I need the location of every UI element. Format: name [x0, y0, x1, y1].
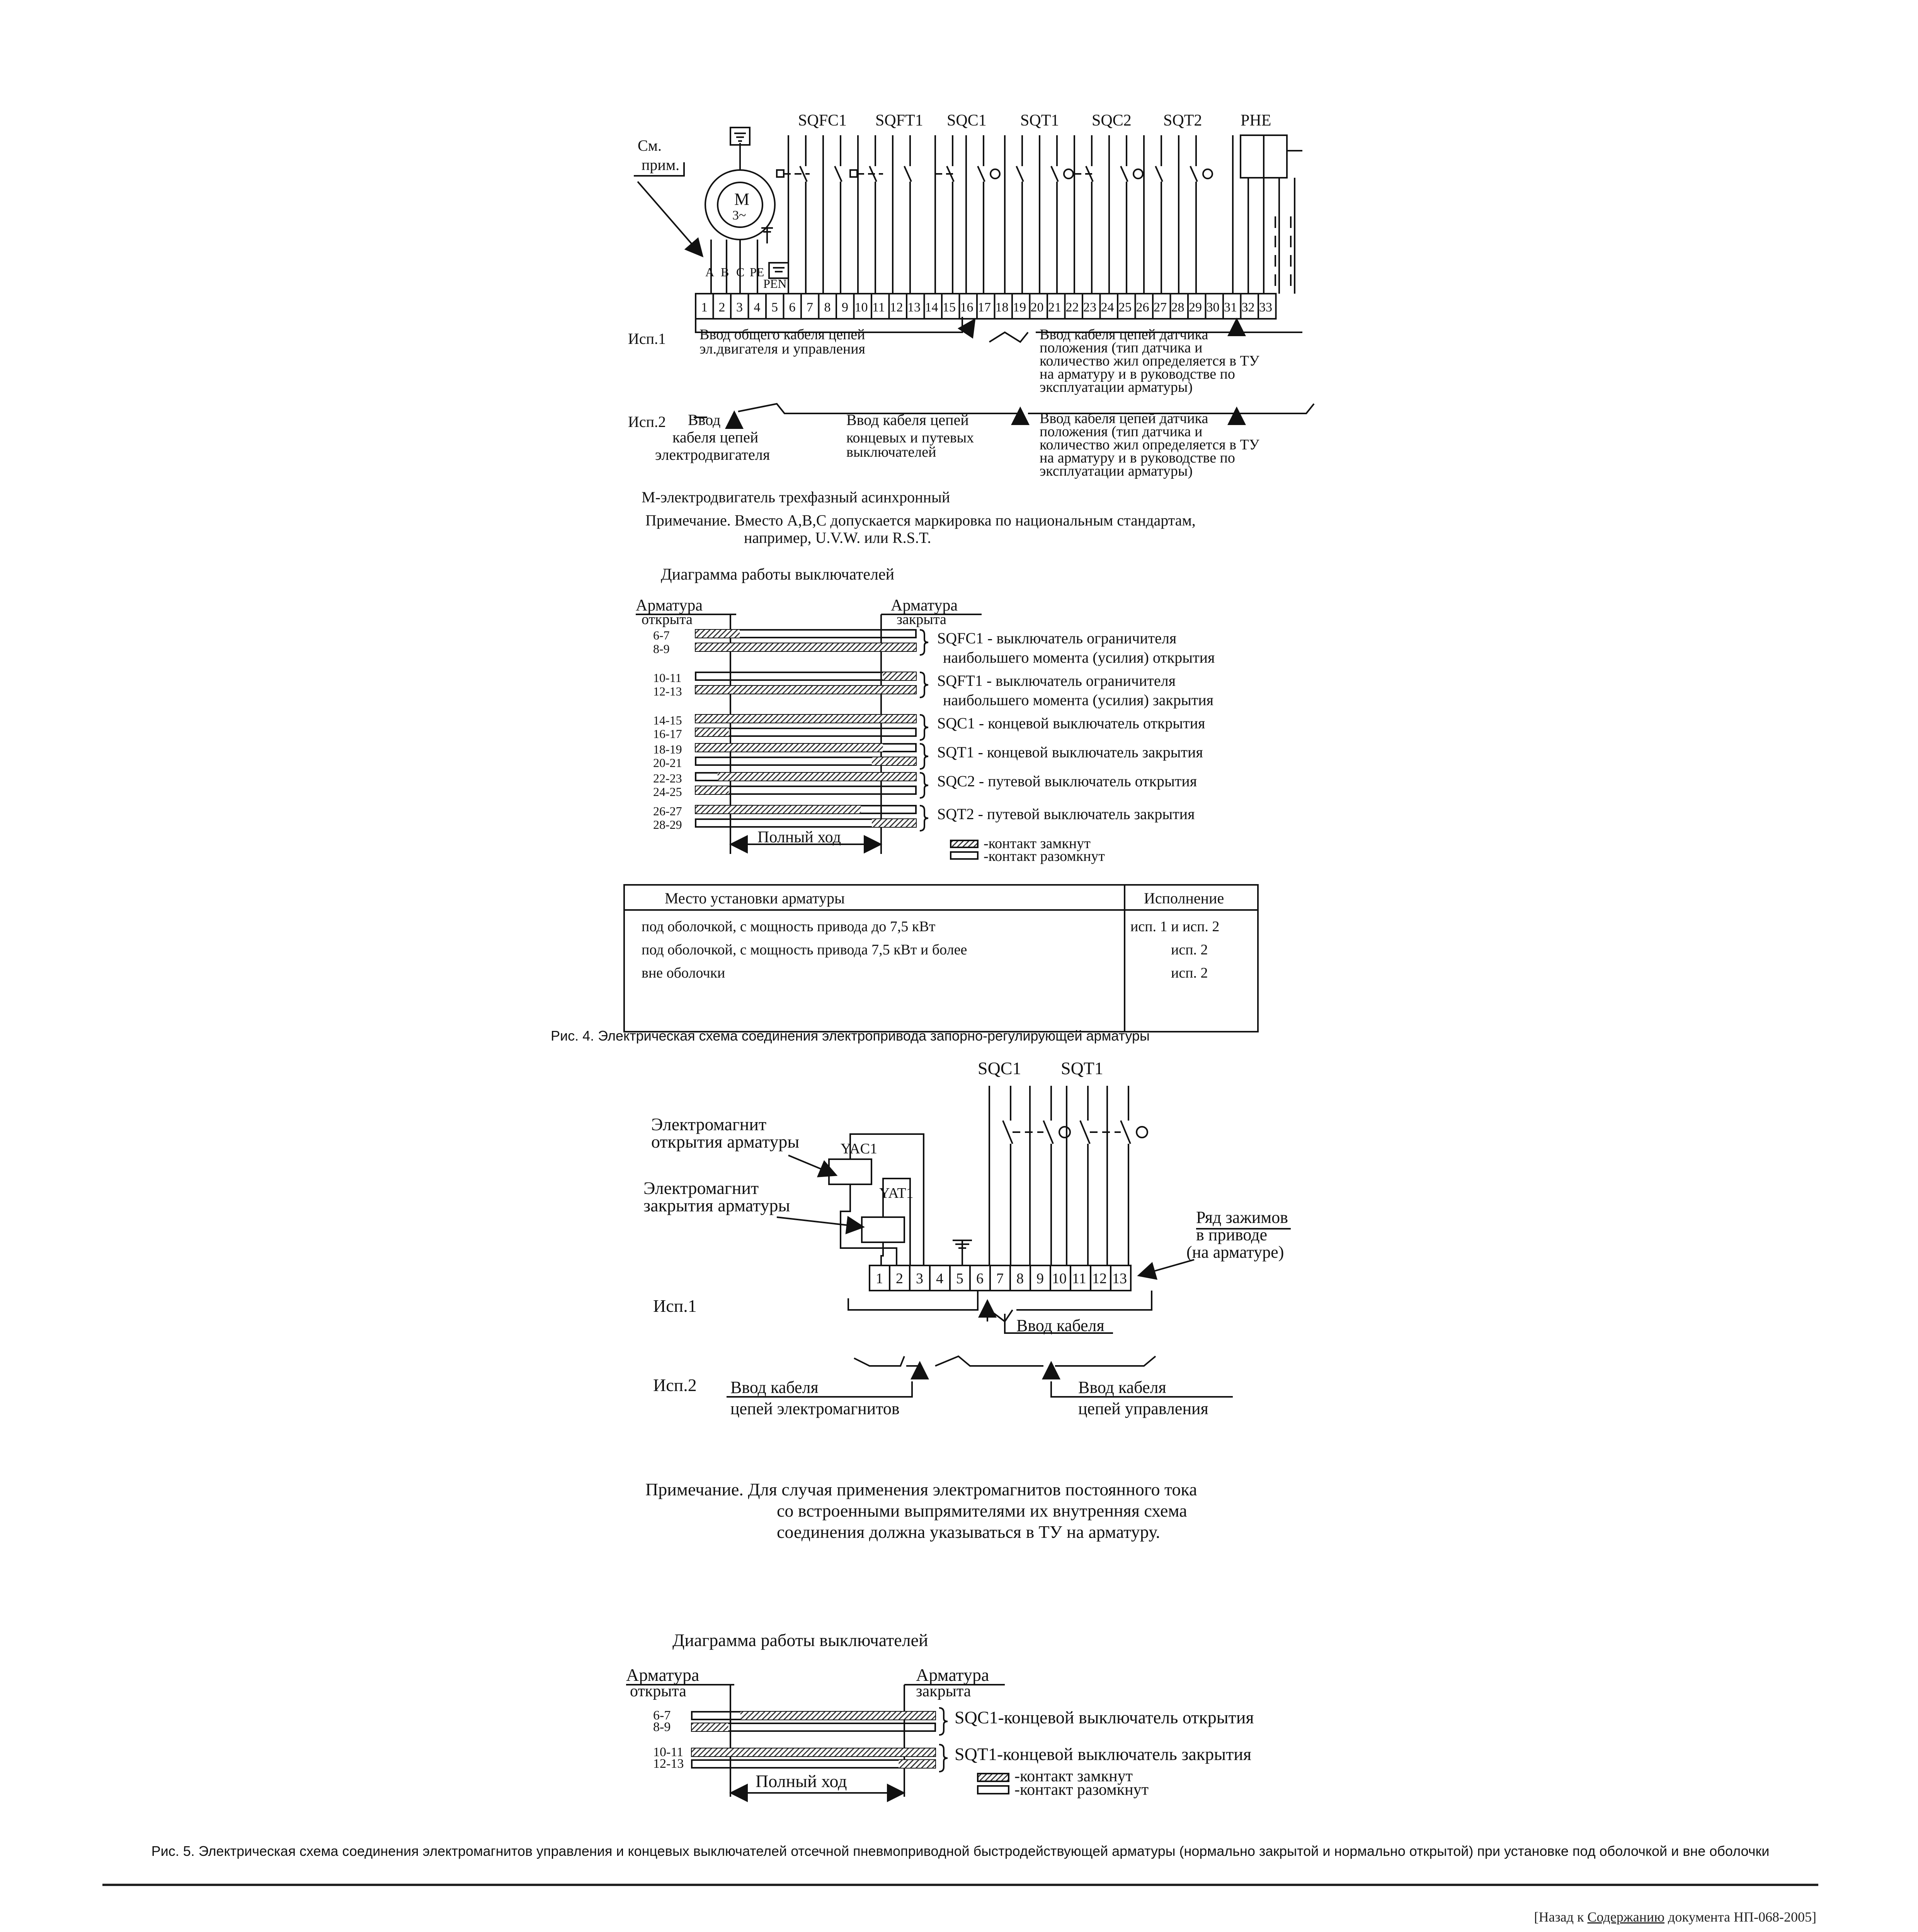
contact-row-label: 22-23 — [653, 771, 682, 785]
contact-row-label: 10-11 — [653, 1745, 684, 1759]
isp2-label: Исп.2 — [653, 1375, 697, 1395]
terminal-number: 10 — [854, 300, 868, 315]
contact-row-label: 8-9 — [653, 1720, 671, 1734]
contact-row-label: 18-19 — [653, 742, 682, 756]
contact-closed-span — [696, 806, 861, 813]
entry-text-line: положения (тип датчика и — [1040, 423, 1203, 440]
terminal-row-label-2: в приводе — [1196, 1225, 1267, 1244]
terminal-number: 28 — [1171, 300, 1184, 315]
terminal-number: 22 — [1065, 300, 1079, 315]
terminal-number: 26 — [1136, 300, 1149, 315]
terminal-number: 13 — [907, 300, 921, 315]
coil-yac1-label: YAC1 — [841, 1141, 878, 1157]
contact-closed-span — [872, 757, 916, 765]
switch-label: SQFT1 — [875, 112, 923, 129]
terminal-strip — [870, 1265, 1131, 1291]
isp2-entry-control-1: Ввод кабеля — [1078, 1378, 1166, 1397]
entry-text-line: эксплуатации арматуры) — [1040, 379, 1193, 395]
terminal-number: 7 — [996, 1270, 1004, 1287]
terminal-row-label-1: Ряд зажимов — [1196, 1208, 1288, 1227]
legend-open-label: -контакт разомкнут — [984, 848, 1105, 864]
contact-row-label: 14-15 — [653, 713, 682, 727]
entry-text-line: положения (тип датчика и — [1040, 340, 1203, 356]
open-label: Арматура — [626, 1665, 699, 1685]
figure-5-caption: Рис. 5. Электрическая схема соединения электромагнитов управления и концевых выключателей отсечной пневмоприводной быстродействующей арматуры (нормально закрытой и нормально открытой) при установке под оболочкой и вне оболочки — [151, 1843, 1770, 1859]
table-cell: исп. 1 и исп. 2 — [1130, 918, 1220, 935]
terminal-number: 12 — [890, 300, 903, 315]
switch-label: SQC2 — [1092, 112, 1132, 129]
terminal-number: 5 — [771, 300, 778, 315]
terminal-strip — [696, 294, 1276, 319]
contact-closed-span — [696, 728, 729, 736]
note-line-2: например, U.V.W. или R.S.T. — [744, 529, 931, 546]
terminal-number: 6 — [789, 300, 796, 315]
isp2-entry-magnets-2: цепей электромагнитов — [730, 1399, 900, 1418]
phase-label: PE — [750, 265, 764, 279]
switch-label: SQFC1 — [798, 112, 847, 129]
contents-link[interactable]: Содержанию — [1587, 1909, 1665, 1925]
terminal-number: 30 — [1206, 300, 1220, 315]
contact-closed-span — [696, 643, 916, 651]
switch-description: SQT1 - концевой выключатель закрытия — [937, 743, 1203, 761]
contact-closed-span — [692, 1748, 935, 1756]
isp2-entry-limits-3: выключателей — [846, 444, 936, 460]
table-cell: под оболочкой, с мощность привода до 7,5 кВт — [642, 918, 936, 935]
terminal-number: 21 — [1048, 300, 1061, 315]
switch-label: PHE — [1241, 112, 1271, 129]
isp2-entry-magnets-1: Ввод кабеля — [730, 1378, 819, 1397]
table-header: Место установки арматуры — [665, 889, 845, 907]
contact-row-label: 20-21 — [653, 756, 682, 770]
terminal-number: 20 — [1030, 300, 1044, 315]
motor-letter: M — [734, 190, 750, 209]
terminal-number: 19 — [1013, 300, 1026, 315]
contact-closed-span — [696, 686, 916, 694]
closed-label-2: закрыта — [916, 1682, 971, 1700]
full-travel-label: Полный ход — [756, 1771, 847, 1791]
figure-4 — [624, 112, 1314, 1032]
isp1-sensor-entry — [1040, 327, 1259, 395]
isp1-label: Исп.1 — [653, 1296, 697, 1316]
switch-description: SQFT1 - выключатель ограничителя — [937, 672, 1176, 689]
switch-diagram — [626, 1665, 1254, 1799]
isp2-entry-motor-3: электродвигателя — [655, 446, 770, 463]
phase-labels — [705, 265, 786, 291]
contact-row-label: 6-7 — [653, 1708, 671, 1723]
terminal-number: 11 — [1072, 1270, 1086, 1287]
legend-closed-swatch — [978, 1774, 1009, 1781]
terminal-number: 8 — [824, 300, 831, 315]
terminal-number: 32 — [1241, 300, 1255, 315]
terminal-number: 11 — [872, 300, 885, 315]
terminal-number: 24 — [1101, 300, 1114, 315]
switch-description: наибольшего момента (усилия) открытия — [943, 649, 1215, 666]
table-cell: под оболочкой, с мощность привода 7,5 кВт и более — [642, 942, 967, 958]
contact-closed-span — [696, 786, 729, 794]
switch-label: SQT1 — [1061, 1058, 1103, 1078]
terminal-number: 13 — [1112, 1270, 1127, 1287]
table-cell: вне оболочки — [642, 965, 725, 981]
terminal-number: 8 — [1016, 1270, 1024, 1287]
open-label-2: открыта — [630, 1682, 686, 1700]
isp1-label: Исп.1 — [628, 330, 666, 347]
switch-label: SQT1 — [1020, 112, 1059, 129]
legend-open-swatch — [978, 1786, 1009, 1794]
terminal-number: 31 — [1224, 300, 1237, 315]
table-cell: исп. 2 — [1171, 942, 1208, 958]
open-label: Арматура — [636, 597, 703, 614]
terminal-number: 4 — [936, 1270, 943, 1287]
fig5-note-line-1: Примечание. Для случая применения электромагнитов постоянного тока — [645, 1480, 1197, 1499]
phase-label: C — [736, 265, 745, 279]
coil-yac1 — [829, 1159, 871, 1184]
terminal-number: 23 — [1083, 300, 1096, 315]
see-note-label: См. — [638, 137, 662, 154]
isp2-entry-control-2: цепей управления — [1078, 1399, 1208, 1418]
contact-row-label: 12-13 — [653, 684, 682, 698]
terminal-number: 33 — [1259, 300, 1272, 315]
terminal-number: 18 — [995, 300, 1009, 315]
switch-label: SQT2 — [1163, 112, 1202, 129]
closed-label-2: закрыта — [897, 611, 946, 628]
entry-text-line: эксплуатации арматуры) — [1040, 463, 1193, 479]
contact-row-label: 24-25 — [653, 785, 682, 799]
terminal-number: 1 — [876, 1270, 883, 1287]
terminal-number: 16 — [960, 300, 973, 315]
fig5-note-line-3: соединения должна указываться в ТУ на арматуру. — [777, 1522, 1160, 1542]
switch-description: SQC1 - концевой выключатель открытия — [937, 714, 1205, 732]
terminal-number: 3 — [916, 1270, 923, 1287]
magnet-open-label-2: открытия арматуры — [651, 1132, 800, 1151]
isp2-entry-limits-2: концевых и путевых — [846, 430, 974, 446]
entry-text-line: на арматуру и в руководстве по — [1040, 366, 1235, 382]
divider-top — [102, 1884, 1818, 1886]
terminal-number: 17 — [978, 300, 991, 315]
contact-row-label: 16-17 — [653, 727, 682, 741]
switch-description: SQT2 - путевой выключатель закрытия — [937, 805, 1195, 823]
terminal-number: 6 — [976, 1270, 984, 1287]
phase-label: A — [705, 265, 715, 279]
contact-closed-span — [718, 773, 916, 781]
contact-closed-span — [872, 819, 916, 827]
terminal-number: 12 — [1092, 1270, 1107, 1287]
closed-label: Арматура — [916, 1665, 989, 1685]
terminal-number: 9 — [1036, 1270, 1044, 1287]
switch-diagram — [636, 597, 1215, 864]
coil-yat1 — [862, 1217, 904, 1242]
switch-description: SQFC1 - выключатель ограничителя — [937, 629, 1177, 647]
footer-suffix: документа НП-068-2005] — [1664, 1909, 1816, 1925]
switch-description: SQC1-концевой выключатель открытия — [955, 1708, 1254, 1727]
contact-row-label: 28-29 — [653, 818, 682, 832]
terminal-number: 27 — [1154, 300, 1167, 315]
isp2-sensor-entry — [1040, 410, 1259, 479]
switch-contacts — [777, 135, 1212, 294]
switch-label: SQC1 — [947, 112, 987, 129]
terminal-number: 14 — [925, 300, 938, 315]
contact-closed-span — [740, 1712, 935, 1719]
legend-closed-label: -контакт замкнут — [984, 835, 1091, 852]
switch-contacts — [989, 1086, 1147, 1265]
contact-closed-span — [899, 1760, 936, 1768]
terminal-number: 5 — [956, 1270, 963, 1287]
contact-closed-span — [883, 672, 916, 680]
legend-open-swatch — [951, 852, 978, 859]
footer-nav — [1469, 1909, 1816, 1925]
phase-label: PEN — [763, 277, 787, 291]
figure-5 — [626, 1058, 1291, 1799]
fig5-note-line-2: со встроенными выпрямителями их внутренняя схема — [777, 1501, 1187, 1520]
full-travel-label: Полный ход — [757, 828, 841, 846]
figure-4-caption: Рис. 4. Электрическая схема соединения электропривода запорно-регулирующей арматуры — [551, 1028, 1150, 1044]
motor-note: М-электродвигатель трехфазный асинхронный — [642, 488, 950, 506]
switch-diagram-title: Диаграмма работы выключателей — [661, 566, 895, 583]
isp2-entry-limits-1: Ввод кабеля цепей — [846, 411, 969, 429]
legend-open-label: -контакт разомкнут — [1014, 1781, 1149, 1799]
isp2-entry-motor-2: кабеля цепей — [672, 429, 759, 446]
contact-closed-span — [696, 630, 740, 638]
magnet-open-label-1: Электромагнит — [651, 1114, 767, 1134]
switch-label: SQC1 — [978, 1058, 1021, 1078]
motor-phase: 3~ — [732, 208, 746, 223]
contact-closed-span — [696, 715, 916, 723]
switch-labels — [798, 112, 1271, 129]
isp2-entry-motor-1: Ввод — [688, 411, 721, 429]
terminal-number: 29 — [1189, 300, 1202, 315]
isp1-entry-common-2: эл.двигателя и управления — [699, 341, 866, 357]
entry-text-line: Ввод кабеля цепей датчика — [1040, 410, 1208, 427]
switch-diagram-title: Диаграмма работы выключателей — [672, 1630, 928, 1650]
closed-label: Арматура — [891, 597, 958, 614]
terminal-number: 3 — [736, 300, 743, 315]
terminal-number: 4 — [754, 300, 761, 315]
isp1-entry: Ввод кабеля — [1016, 1316, 1105, 1335]
footer-prefix: [Назад к — [1534, 1909, 1588, 1925]
table-cell: исп. 2 — [1171, 965, 1208, 981]
table-header: Исполнение — [1144, 889, 1224, 907]
isp2-label: Исп.2 — [628, 413, 666, 430]
legend-closed-label: -контакт замкнут — [1014, 1767, 1133, 1785]
contact-row-label: 26-27 — [653, 804, 682, 818]
contact-row-label: 6-7 — [653, 628, 670, 642]
magnet-close-label-1: Электромагнит — [643, 1178, 759, 1198]
see-note-label-2: прим. — [642, 156, 680, 173]
coil-yat1-label: YAT1 — [879, 1185, 914, 1201]
terminal-number: 2 — [896, 1270, 903, 1287]
terminal-number: 2 — [718, 300, 725, 315]
magnet-close-label-2: закрытия арматуры — [643, 1196, 790, 1215]
terminal-number: 9 — [842, 300, 848, 315]
isp1-entry-common-1: Ввод общего кабеля цепей — [699, 327, 865, 343]
terminal-number: 10 — [1052, 1270, 1067, 1287]
installation-table — [624, 885, 1258, 1032]
terminal-row-label-3: (на арматуре) — [1186, 1243, 1284, 1262]
entry-text-line: Ввод кабеля цепей датчика — [1040, 327, 1208, 343]
contact-row-label: 8-9 — [653, 642, 670, 656]
switch-description: наибольшего момента (усилия) закрытия — [943, 691, 1214, 709]
terminal-number: 15 — [943, 300, 956, 315]
contact-closed-span — [692, 1723, 728, 1731]
entry-text-line: количество жил определяется в ТУ — [1040, 437, 1259, 453]
terminal-number: 1 — [701, 300, 708, 315]
terminal-number: 25 — [1118, 300, 1132, 315]
contact-row-label: 12-13 — [653, 1757, 684, 1771]
open-label-2: открыта — [642, 611, 693, 628]
phase-label: B — [721, 265, 729, 279]
note-line-1: Примечание. Вместо A,B,C допускается маркировка по национальным стандартам, — [645, 512, 1196, 529]
terminal-number: 7 — [807, 300, 813, 315]
switch-description: SQT1-концевой выключатель закрытия — [955, 1744, 1251, 1764]
entry-text-line: количество жил определяется в ТУ — [1040, 353, 1259, 369]
contact-row-label: 10-11 — [653, 671, 682, 685]
contact-closed-span — [696, 744, 883, 752]
switch-description: SQC2 - путевой выключатель открытия — [937, 772, 1197, 790]
entry-text-line: на арматуру и в руководстве по — [1040, 450, 1235, 466]
switch-labels — [978, 1058, 1103, 1078]
legend-closed-swatch — [951, 840, 978, 847]
